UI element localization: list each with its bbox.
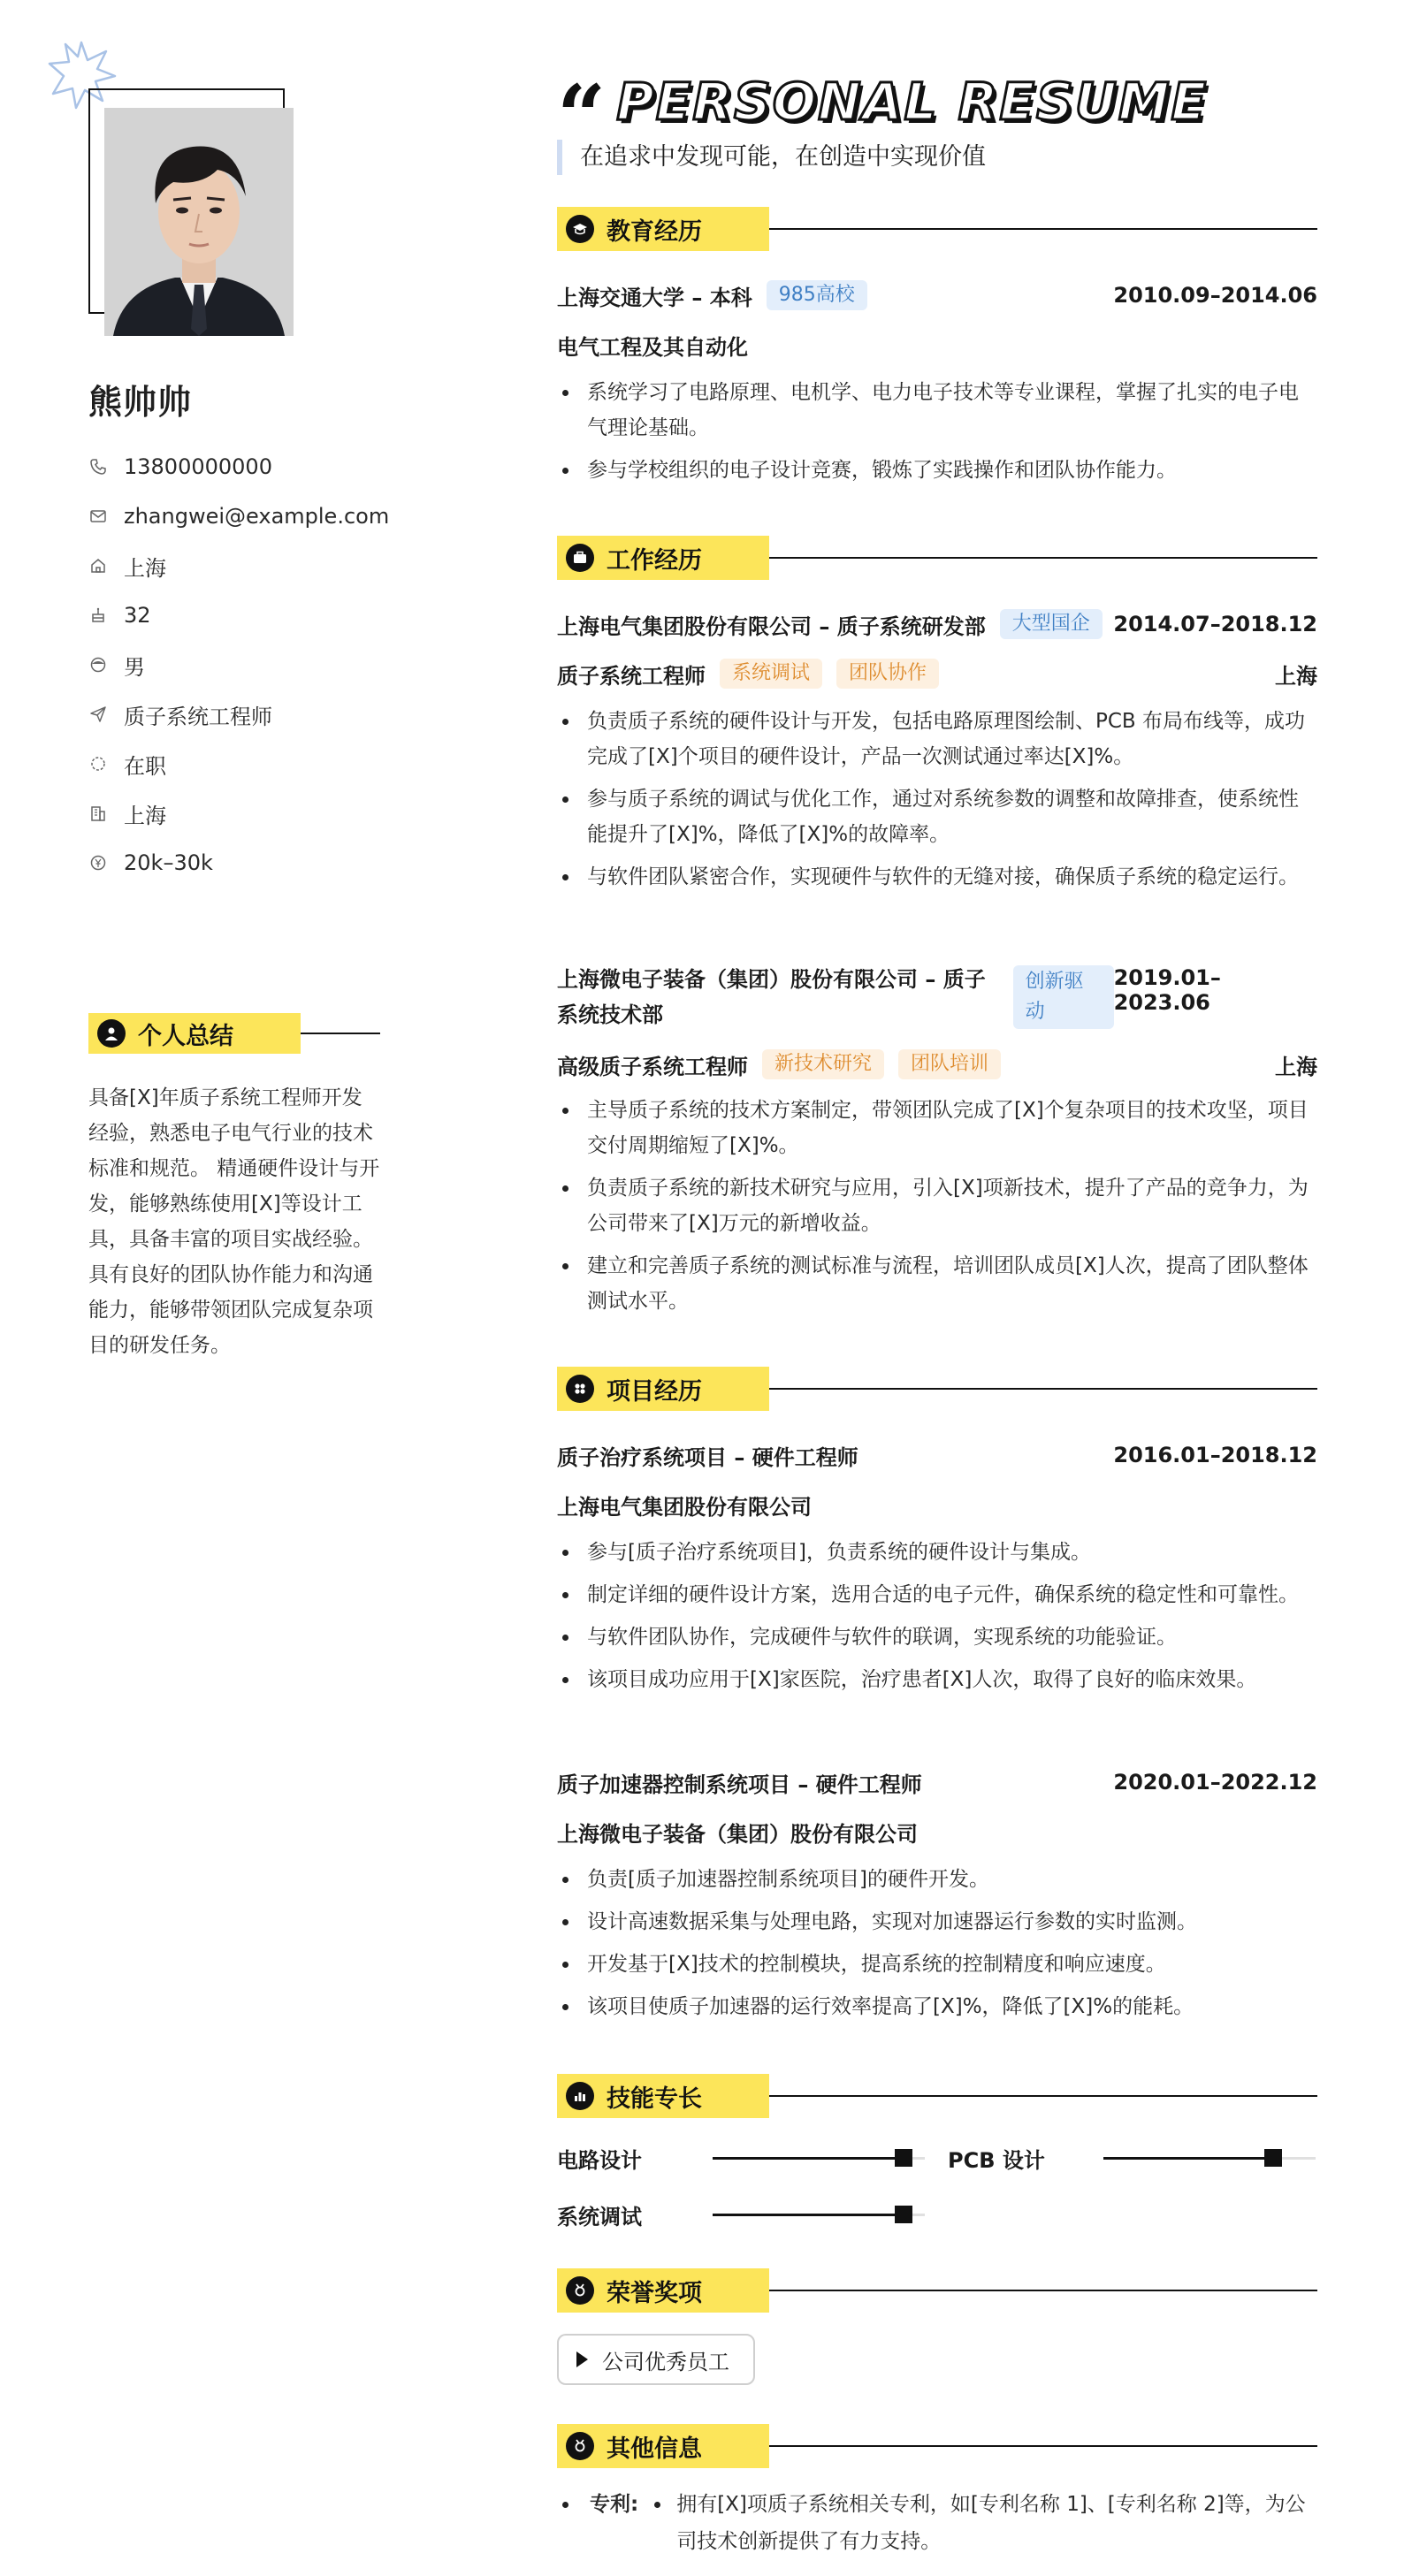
job-2-tag: 团队培训	[898, 1049, 1001, 1079]
avatar	[104, 108, 294, 336]
job-value: 质子系统工程师	[124, 704, 272, 729]
chart-icon	[566, 2082, 594, 2110]
education-bullets	[557, 375, 1317, 495]
list-item: 与软件团队协作，完成硬件与软件的联调，实现系统的功能验证。	[557, 1620, 1317, 1655]
job-1-city: 上海	[1275, 663, 1317, 689]
education-header	[557, 207, 1317, 251]
job-2-company: 上海微电子装备（集团）股份有限公司 – 质子系统技术部	[557, 967, 986, 1027]
info-salary	[88, 838, 460, 888]
school-tag: 985高校	[767, 280, 867, 310]
job-1-row	[557, 606, 1317, 642]
job-1-role-row	[557, 656, 1317, 691]
other-title-bar	[557, 2424, 769, 2468]
projects-title: 项目经历	[607, 1377, 702, 1406]
work-title-bar	[557, 536, 769, 580]
summary-text: 具备[X]年质子系统工程师开发经验，熟悉电子电气行业的技术标准和规范。 精通硬件设计与开发，能够熟练使用[X]等设计工具，具备丰富的项目实战经验。 具有良好的团队协作能力和沟通能力，能够带领团队完成复杂项目的研发任务。	[88, 1086, 380, 1357]
awards-header	[557, 2268, 1317, 2313]
skill-item	[948, 2143, 1316, 2174]
job-1-role: 质子系统工程师	[557, 663, 706, 689]
skill-bar-knob	[895, 2206, 912, 2223]
graduation-cap-icon	[566, 215, 594, 243]
awards-title-bar	[557, 2268, 769, 2313]
list-item: 负责质子系统的新技术研究与应用，引入[X]项新技术，提升了产品的竞争力，为公司带来了[X]万元的新增收益。	[557, 1170, 1317, 1241]
city-value: 上海	[124, 803, 166, 828]
work-header	[557, 536, 1317, 580]
summary-title-bar	[88, 1013, 301, 1054]
contact-info-list	[88, 442, 460, 888]
list-item: 参与质子系统的调试与优化工作，通过对系统参数的调整和故障排查，使系统性能提升了[X]%，降低了[X]%的故障率。	[557, 781, 1317, 852]
list-item: 负责质子系统的硬件设计与开发，包括电路原理图绘制、PCB 布局布线等，成功完成了[X]个项目的硬件设计，产品一次测试通过率达[X]%。	[557, 704, 1317, 774]
list-item: 建立和完善质子系统的测试标准与流程，培训团队成员[X]人次，提高了团队整体测试水平。	[557, 1248, 1317, 1319]
info-phone	[88, 442, 460, 492]
phone-value: 13800000000	[124, 454, 272, 479]
email-value: zhangwei@example.com	[124, 504, 390, 529]
list-item: 该项目成功应用于[X]家医院，治疗患者[X]人次，取得了良好的临床效果。	[557, 1662, 1317, 1697]
skill-bar-fill	[713, 2214, 904, 2216]
job-2-row	[557, 962, 1317, 1033]
project-2-row	[557, 1764, 1317, 1800]
education-row	[557, 278, 1317, 313]
grid-icon	[566, 1375, 594, 1403]
job-2-company-tag: 创新驱动	[1013, 965, 1114, 1029]
summary-header	[88, 1013, 380, 1054]
skill-item	[557, 2143, 925, 2174]
job-1-date: 2014.07–2018.12	[1113, 612, 1317, 636]
job-1-bullets	[557, 704, 1317, 902]
briefcase-icon	[566, 544, 594, 572]
job-1-tag: 团队协作	[836, 659, 939, 689]
quote-mark-icon: “	[557, 66, 607, 166]
list-item: 参与[质子治疗系统项目]，负责系统的硬件设计与集成。	[557, 1535, 1317, 1570]
skill-bar	[713, 2157, 925, 2160]
job-1-tag: 系统调试	[720, 659, 822, 689]
other-text: 拥有[X]项质子系统相关专利，如[专利名称 1]、[专利名称 2]等，为公司技术创新提供了有力支持。	[676, 2493, 1306, 2553]
project-2-name: 质子加速器控制系统项目 – 硬件工程师	[557, 1772, 922, 1797]
projects-divider	[769, 1388, 1317, 1390]
home-icon	[88, 556, 108, 575]
skills-title-bar	[557, 2074, 769, 2118]
info-icon	[566, 2432, 594, 2460]
list-item: 参与学校组织的电子设计竞赛，锻炼了实践操作和团队协作能力。	[557, 453, 1317, 488]
award-item[interactable]	[557, 2334, 755, 2385]
phone-icon	[88, 457, 108, 476]
awards-title: 荣誉奖项	[607, 2279, 702, 2307]
gender-value: 男	[124, 654, 145, 680]
skill-bar-knob	[895, 2149, 912, 2167]
project-1-row	[557, 1437, 1317, 1473]
job-2-role: 高级质子系统工程师	[557, 1054, 748, 1079]
mail-icon	[88, 507, 108, 526]
status-icon	[88, 754, 108, 774]
info-home	[88, 541, 460, 591]
major-row	[557, 327, 1317, 362]
major-name: 电气工程及其自动化	[557, 334, 748, 360]
cake-icon	[88, 606, 108, 625]
project-1-company: 上海电气集团股份有限公司	[557, 1494, 812, 1520]
skill-bar-fill	[1103, 2157, 1273, 2160]
bullet-dot	[654, 2502, 660, 2508]
education-title: 教育经历	[607, 217, 702, 246]
job-2-role-row	[557, 1047, 1317, 1082]
project-2-company: 上海微电子装备（集团）股份有限公司	[557, 1821, 918, 1847]
salary-value: 20k–30k	[124, 850, 213, 875]
award-label: 公司优秀员工	[602, 2349, 729, 2374]
skills-divider	[769, 2095, 1317, 2097]
medal-icon	[566, 2276, 594, 2305]
money-icon	[88, 853, 108, 873]
bullet-dot	[562, 2502, 568, 2508]
list-item: 开发基于[X]技术的控制模块，提高系统的控制精度和响应速度。	[557, 1947, 1317, 1982]
skill-name: 电路设计	[557, 2148, 642, 2173]
info-city	[88, 789, 460, 838]
summary-divider	[301, 1033, 380, 1034]
info-age	[88, 591, 460, 640]
project-1-date: 2016.01–2018.12	[1113, 1443, 1317, 1467]
education-date: 2010.09–2014.06	[1113, 283, 1317, 308]
other-divider	[769, 2445, 1317, 2447]
skill-bar	[1103, 2157, 1316, 2160]
skills-header	[557, 2074, 1317, 2118]
list-item: 主导质子系统的技术方案制定，带领团队完成了[X]个复杂项目的技术攻坚，项目交付周期缩短了[X]%。	[557, 1093, 1317, 1163]
project-2-bullets	[557, 1862, 1317, 2031]
resume-title: PERSONAL RESUME	[616, 72, 1209, 132]
left-column	[0, 0, 495, 2576]
list-item: 负责[质子加速器控制系统项目]的硬件开发。	[557, 1862, 1317, 1897]
skill-bar-fill	[713, 2157, 904, 2160]
awards-divider	[769, 2290, 1317, 2291]
skill-name: PCB 设计	[948, 2148, 1045, 2173]
skills-title: 技能专长	[607, 2084, 702, 2113]
job-1-company: 上海电气集团股份有限公司 – 质子系统研发部	[557, 614, 986, 639]
play-icon	[576, 2351, 588, 2367]
job-2-bullets	[557, 1093, 1317, 1326]
profile-name: 熊帅帅	[88, 383, 193, 422]
skill-item	[557, 2199, 925, 2230]
skill-bar	[713, 2214, 925, 2216]
send-icon	[88, 705, 108, 724]
face-icon	[88, 655, 108, 674]
project-2-date: 2020.01–2022.12	[1113, 1770, 1317, 1795]
job-2-tag: 新技术研究	[762, 1049, 884, 1079]
project-1-name: 质子治疗系统项目 – 硬件工程师	[557, 1444, 858, 1470]
projects-header	[557, 1367, 1317, 1411]
list-item: 设计高速数据采集与处理电路，实现对加速器运行参数的实时监测。	[557, 1904, 1317, 1940]
user-icon	[97, 1019, 126, 1048]
resume-subtitle: 在追求中发现可能，在创造中实现价值	[557, 140, 986, 175]
info-job	[88, 690, 460, 739]
other-info-item	[557, 2486, 1317, 2560]
building-icon	[88, 804, 108, 823]
status-value: 在职	[124, 753, 166, 779]
project-1-bullets	[557, 1535, 1317, 1704]
list-item: 与软件团队紧密合作，实现硬件与软件的无缝对接，确保质子系统的稳定运行。	[557, 859, 1317, 895]
project-1-company-row	[557, 1487, 1317, 1522]
job-2-city: 上海	[1275, 1054, 1317, 1079]
list-item: 该项目使质子加速器的运行效率提高了[X]%，降低了[X]%的能耗。	[557, 1989, 1317, 2024]
education-divider	[769, 228, 1317, 230]
other-label: 专利:	[590, 2493, 639, 2516]
projects-title-bar	[557, 1367, 769, 1411]
school-name: 上海交通大学 – 本科	[557, 285, 752, 310]
skill-bar-knob	[1264, 2149, 1282, 2167]
summary-title: 个人总结	[138, 1022, 233, 1050]
age-value: 32	[124, 603, 151, 628]
work-title: 工作经历	[607, 546, 702, 575]
work-divider	[769, 557, 1317, 559]
skill-name: 系统调试	[557, 2205, 642, 2229]
other-header	[557, 2424, 1317, 2468]
job-1-company-tag: 大型国企	[1000, 609, 1103, 639]
other-title: 其他信息	[607, 2435, 702, 2463]
job-2-date: 2019.01–2023.06	[1113, 965, 1221, 1015]
info-email	[88, 492, 460, 541]
list-item: 制定详细的硬件设计方案，选用合适的电子元件，确保系统的稳定性和可靠性。	[557, 1577, 1317, 1612]
info-gender	[88, 640, 460, 690]
home-value: 上海	[124, 555, 166, 581]
education-title-bar	[557, 207, 769, 251]
list-item: 系统学习了电路原理、电机学、电力电子技术等专业课程，掌握了扎实的电子电气理论基础。	[557, 375, 1317, 446]
project-2-company-row	[557, 1814, 1317, 1849]
info-status	[88, 739, 460, 789]
